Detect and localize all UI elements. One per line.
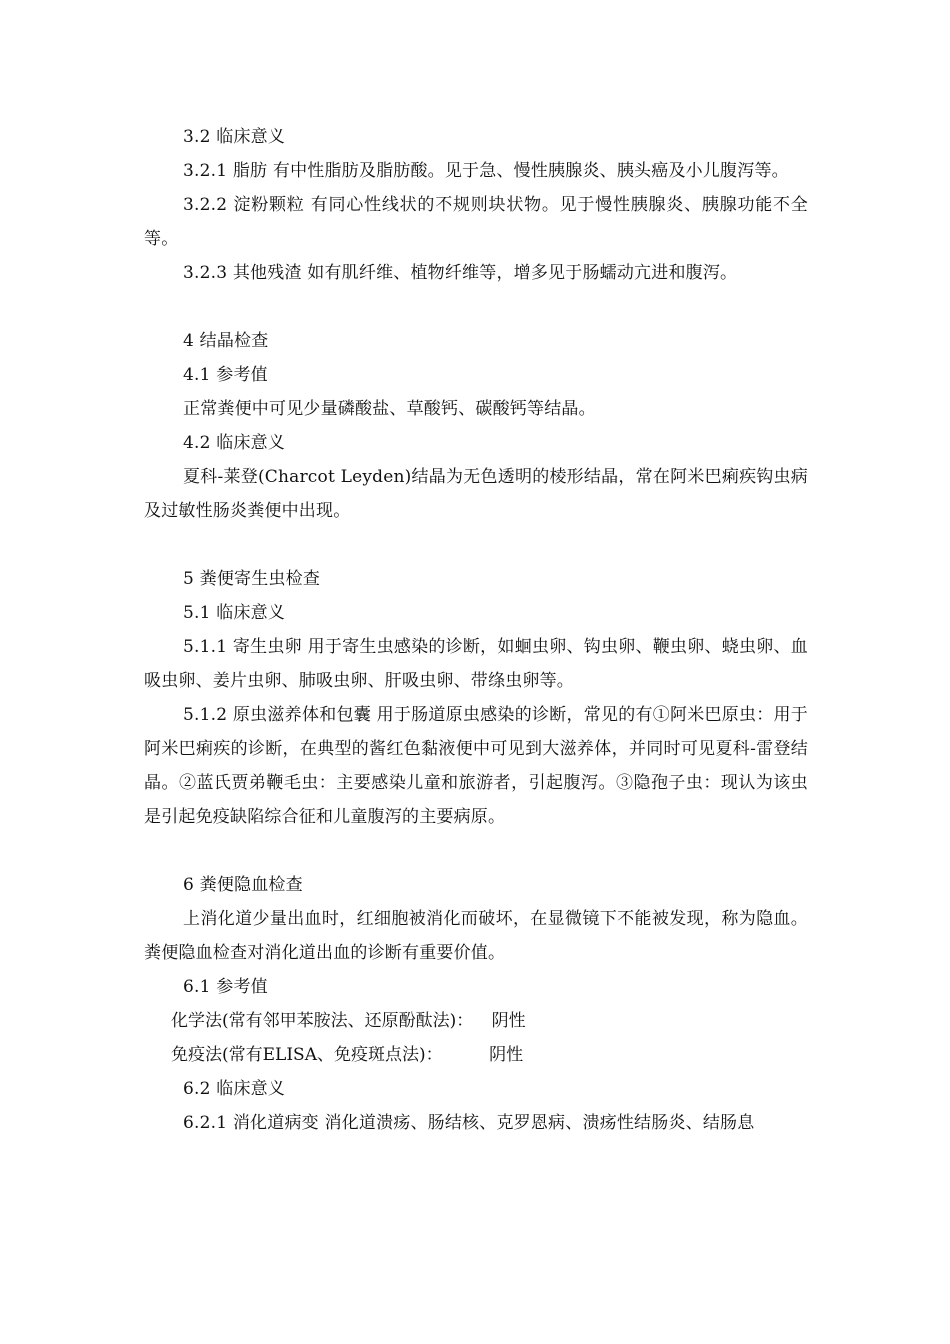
heading-4: 4 结晶检查 xyxy=(183,331,269,351)
reference-row-immune xyxy=(144,1038,808,1072)
paragraph-3-2-2: 3.2.2 淀粉颗粒 有同心性线状的不规则块状物。见于慢性胰腺炎、胰腺功能不全等。 xyxy=(144,195,808,249)
paragraph-6-intro: 上消化道少量出血时，红细胞被消化而破坏，在显微镜下不能被发现，称为隐血。粪便隐血检查对消化道出血的诊断有重要价值。 xyxy=(144,909,808,963)
section-gap xyxy=(144,834,808,868)
reference-row-chemical xyxy=(144,1004,808,1038)
paragraph-4-2: 夏科-莱登(Charcot Leyden)结晶为无色透明的棱形结晶，常在阿米巴痢疾钩虫病及过敏性肠炎粪便中出现。 xyxy=(144,467,808,521)
heading-5: 5 粪便寄生虫检查 xyxy=(183,569,321,589)
reference-label-chemical: 化学法(常有邻甲苯胺法、还原酚酞法)： xyxy=(171,1011,474,1031)
paragraph-5-1-2: 5.1.2 原虫滋养体和包囊 用于肠道原虫感染的诊断，常见的有①阿米巴原虫：用于阿米巴痢疾的诊断，在典型的酱红色黏液便中可见到大滋养体，并同时可见夏科-雷登结晶。②蓝氏贾弟鞭毛虫：主要感染儿童和旅游者，引起腹泻。③隐孢子虫：现认为该虫是引起免疫缺陷综合征和儿童腹泻的主要病原。 xyxy=(144,705,808,827)
heading-4-1: 4.1 参考值 xyxy=(183,365,268,385)
heading-5-1: 5.1 临床意义 xyxy=(183,603,286,623)
paragraph-5-1-1: 5.1.1 寄生虫卵 用于寄生虫感染的诊断，如蛔虫卵、钩虫卵、鞭虫卵、蛲虫卵、血吸虫卵、姜片虫卵、肺吸虫卵、肝吸虫卵、带绦虫卵等。 xyxy=(144,637,808,691)
paragraph-6-2-1: 6.2.1 消化道病变 消化道溃疡、肠结核、克罗恩病、溃疡性结肠炎、结肠息 xyxy=(183,1113,755,1133)
section-gap xyxy=(144,290,808,324)
document-body xyxy=(144,120,808,1140)
paragraph-3-2-1: 3.2.1 脂肪 有中性脂肪及脂肪酸。见于急、慢性胰腺炎、胰头癌及小儿腹泻等。 xyxy=(183,161,789,181)
section-gap xyxy=(144,528,808,562)
reference-value-immune: 阴性 xyxy=(489,1045,524,1065)
heading-4-2: 4.2 临床意义 xyxy=(183,433,286,453)
heading-3-2: 3.2 临床意义 xyxy=(183,127,286,147)
heading-6-2: 6.2 临床意义 xyxy=(183,1079,286,1099)
heading-6: 6 粪便隐血检查 xyxy=(183,875,303,895)
paragraph-3-2-3: 3.2.3 其他残渣 如有肌纤维、植物纤维等，增多见于肠蠕动亢进和腹泻。 xyxy=(183,263,738,283)
reference-label-immune: 免疫法(常有ELISA、免疫斑点法)： xyxy=(171,1045,443,1065)
heading-6-1: 6.1 参考值 xyxy=(183,977,268,997)
reference-value-chemical: 阴性 xyxy=(491,1011,526,1031)
paragraph-4-1: 正常粪便中可见少量磷酸盐、草酸钙、碳酸钙等结晶。 xyxy=(183,399,596,419)
